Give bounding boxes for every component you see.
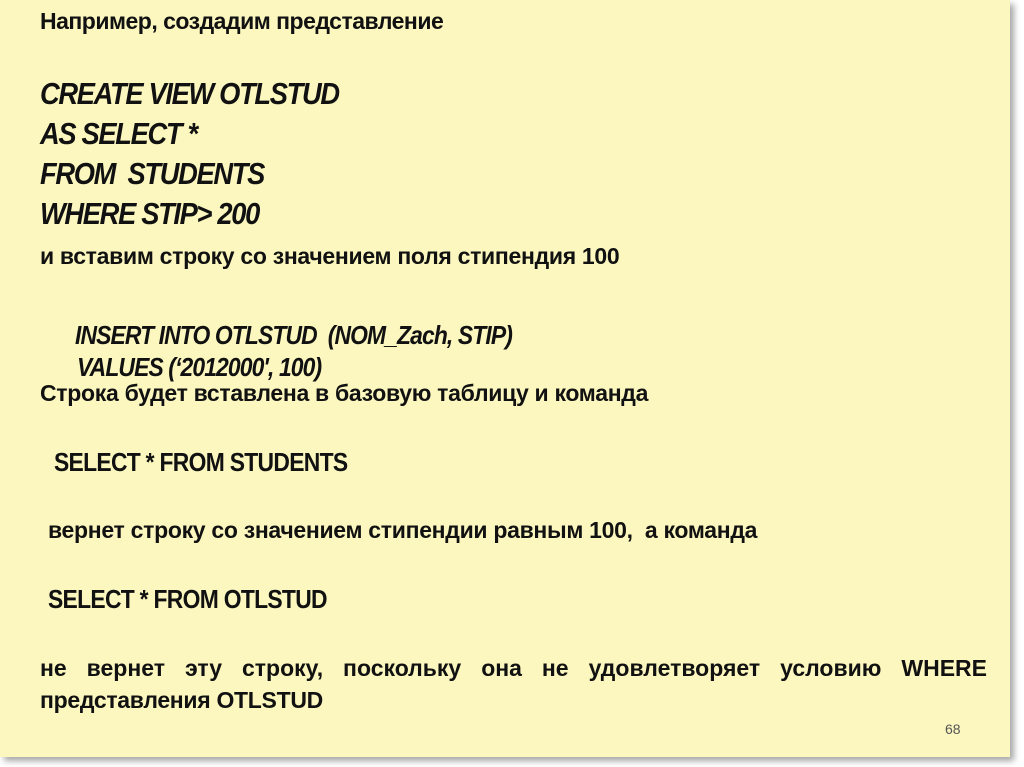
as-select-line: AS SELECT *	[40, 116, 197, 151]
values-line: VALUES (‘2012000', 100)	[77, 352, 322, 382]
select-students-line: SELECT * FROM STUDENTS	[54, 447, 348, 477]
from-students-line: FROM STUDENTS	[40, 156, 265, 191]
insert-into-line: INSERT INTO OTLSTUD (NOM_Zach, STIP)	[75, 320, 512, 350]
returns-description: вернет строку со значением стипендии равным 100, а команда	[48, 517, 758, 543]
final-text-line-2: представления OTLSTUD	[40, 687, 323, 713]
insert-description: и вставим строку со значением поля стипендия 100	[40, 243, 620, 269]
select-otlstud-line: SELECT * FROM OTLSTUD	[48, 584, 327, 614]
page-number: 68	[945, 721, 961, 737]
final-text-line-1: не вернет эту строку, поскольку она не удовлетворяет условию WHERE	[40, 655, 987, 681]
result-description: Строка будет вставлена в базовую таблицу и команда	[40, 380, 649, 406]
intro-text: Например, создадим представление	[40, 8, 444, 34]
create-view-line: CREATE VIEW OTLSTUD	[40, 76, 339, 111]
where-stip-line: WHERE STIP> 200	[40, 196, 259, 231]
